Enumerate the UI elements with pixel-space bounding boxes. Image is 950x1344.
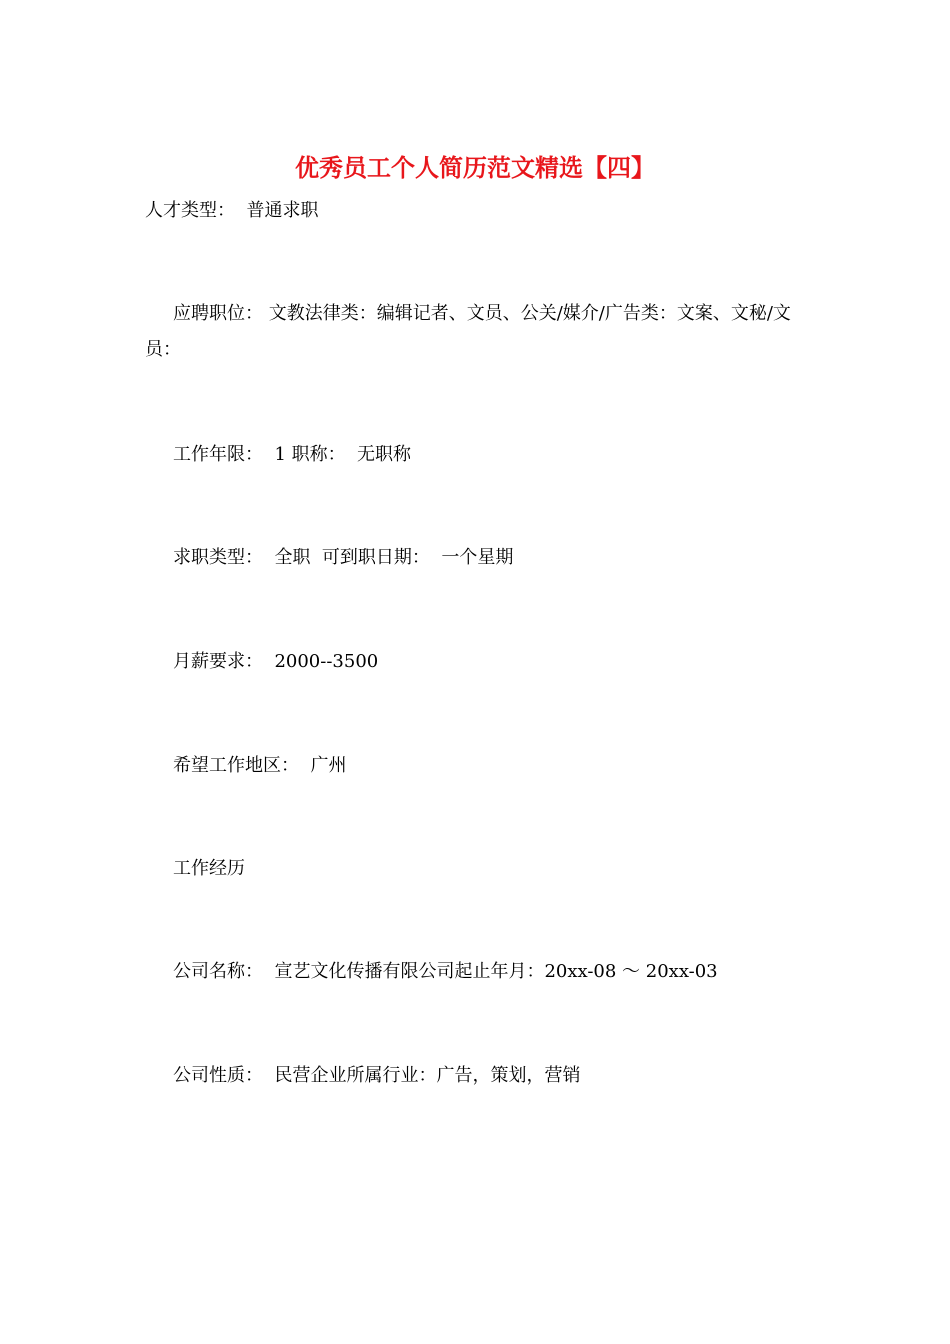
salary-text: 月薪要求： 2000--3500 [173, 651, 379, 672]
talent-type-text: 人才类型： 普通求职 [145, 200, 319, 221]
work-history-text: 工作经历 [173, 858, 245, 879]
salary-line [173, 650, 378, 674]
document-title: 优秀员工个人简历范文精选【四】 [295, 153, 655, 182]
company-name-line [173, 960, 718, 984]
location-line [173, 754, 346, 778]
work-years-line [173, 443, 411, 467]
company-name-text: 公司名称： 宣艺文化传播有限公司起止年月：20xx-08 ～ 20xx-03 [173, 961, 718, 982]
location-text: 希望工作地区： 广州 [173, 755, 347, 776]
job-type-text: 求职类型： 全职 可到职日期： 一个星期 [173, 547, 514, 568]
talent-type-line [145, 199, 318, 223]
job-type-line [173, 546, 513, 570]
work-history-heading [173, 857, 245, 881]
position-line [145, 296, 805, 368]
company-type-line [173, 1064, 580, 1088]
company-type-text: 公司性质： 民营企业所属行业：广告，策划，营销 [173, 1065, 581, 1086]
position-text: 应聘职位： 文教法律类：编辑记者、文员、公关/媒介/广告类：文案、文秘/文员： [145, 303, 791, 360]
work-years-text: 工作年限： 1 职称： 无职称 [173, 444, 412, 465]
